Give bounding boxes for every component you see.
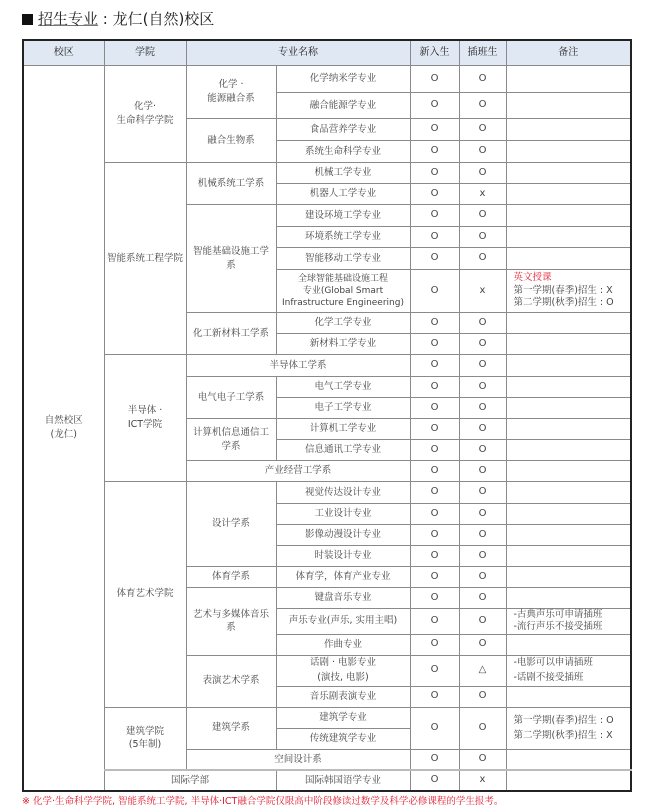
- major-cell: 机器人工学专业: [276, 184, 410, 205]
- table-header-row: [23, 40, 631, 66]
- transfer-mark: O: [459, 248, 506, 270]
- header-remarks: 备注: [506, 40, 631, 66]
- transfer-mark: O: [459, 686, 506, 707]
- freshman-mark: O: [410, 313, 459, 334]
- freshman-mark: O: [410, 634, 459, 655]
- transfer-mark: O: [459, 504, 506, 525]
- remark-cell: [506, 119, 631, 141]
- freshman-mark: O: [410, 749, 459, 770]
- remark-highlight: 英文授课: [513, 271, 552, 283]
- freshman-mark: O: [410, 655, 459, 686]
- transfer-mark: O: [459, 141, 506, 163]
- freshman-mark: O: [410, 398, 459, 419]
- transfer-mark: O: [459, 440, 506, 461]
- major-name-line1: 全球智能基础设施工程: [297, 273, 388, 284]
- major-name-line2: (演技, 电影): [317, 671, 369, 683]
- transfer-mark: O: [459, 567, 506, 588]
- remark-cell: [506, 749, 631, 770]
- freshman-mark: O: [410, 248, 459, 270]
- department-cell: 计算机信息通信工学系: [186, 419, 276, 461]
- table-row: [23, 482, 631, 504]
- college-name: 半导体 ·: [127, 405, 163, 417]
- transfer-mark: O: [459, 205, 506, 227]
- freshman-mark: O: [410, 461, 459, 482]
- remark-cell: [506, 770, 631, 791]
- department-cell: 半导体工学系: [186, 355, 410, 377]
- table-row: [23, 355, 631, 377]
- freshman-mark: O: [410, 355, 459, 377]
- remark-line1: -电影可以申请插班: [513, 657, 593, 669]
- department-cell: [186, 66, 276, 119]
- header-campus: 校区: [23, 40, 104, 66]
- department-cell: 空间设计系: [186, 749, 410, 770]
- square-bullet-icon: [22, 14, 33, 25]
- transfer-mark: O: [459, 377, 506, 398]
- remark-cell: [506, 205, 631, 227]
- department-cell: 智能基础设施工学系: [186, 205, 276, 313]
- remark-cell: [506, 707, 631, 749]
- major-cell: 智能移动工学专业: [276, 248, 410, 270]
- college-name: 化学·: [133, 101, 157, 113]
- freshman-mark: O: [410, 525, 459, 546]
- major-cell: 化学纳米学专业: [276, 66, 410, 93]
- college-cell: [104, 707, 186, 770]
- major-cell: 建筑学专业: [276, 707, 410, 728]
- transfer-mark: O: [459, 461, 506, 482]
- freshman-mark: O: [410, 567, 459, 588]
- remark-cell: [506, 482, 631, 504]
- freshman-mark: O: [410, 504, 459, 525]
- transfer-mark: O: [459, 707, 506, 749]
- major-cell: 计算机工学专业: [276, 419, 410, 440]
- header-transfer: 插班生: [459, 40, 506, 66]
- remark-cell: [506, 270, 631, 313]
- department-cell: 产业经营工学系: [186, 461, 410, 482]
- table-row: [23, 770, 631, 791]
- department-cell: 建筑学系: [186, 707, 276, 749]
- major-cell: 工业设计专业: [276, 504, 410, 525]
- major-cell: 音乐剧表演专业: [276, 686, 410, 707]
- table-row: [23, 707, 631, 728]
- college-cell: [104, 355, 186, 482]
- freshman-mark: O: [410, 686, 459, 707]
- transfer-mark: O: [459, 119, 506, 141]
- remark-cell: [506, 334, 631, 355]
- transfer-mark: O: [459, 525, 506, 546]
- header-freshman: 新入生: [410, 40, 459, 66]
- remark-cell: [506, 248, 631, 270]
- transfer-mark: O: [459, 313, 506, 334]
- major-cell: 体育学，体育产业专业: [276, 567, 410, 588]
- remark-line2: 第二学期(秋季)招生 : O: [513, 297, 614, 309]
- department-cell: 设计学系: [186, 482, 276, 567]
- major-cell: 融合能源学专业: [276, 93, 410, 119]
- remark-cell: [506, 93, 631, 119]
- freshman-mark: O: [410, 707, 459, 749]
- remark-cell: [506, 440, 631, 461]
- major-cell: 食品营养学专业: [276, 119, 410, 141]
- remark-cell: [506, 504, 631, 525]
- transfer-mark: O: [459, 334, 506, 355]
- college-cell: 体育艺术学院: [104, 482, 186, 708]
- header-college: 学院: [104, 40, 186, 66]
- department-cell: 表演艺术学系: [186, 655, 276, 707]
- remark-cell: [506, 227, 631, 248]
- major-cell: 建设环境工学专业: [276, 205, 410, 227]
- college-cell: 国际学部: [104, 770, 276, 791]
- major-cell: [276, 270, 410, 313]
- college-name-line2: ICT学院: [127, 419, 163, 430]
- freshman-mark: O: [410, 227, 459, 248]
- college-name-line2: (5年制): [128, 739, 162, 751]
- freshman-mark: O: [410, 119, 459, 141]
- major-cell: 影像动漫设计专业: [276, 525, 410, 546]
- remark-cell: [506, 313, 631, 334]
- remark-line1: 第一学期(春季)招生 : X: [513, 284, 613, 296]
- remark-line2: -话剧不接受插班: [513, 671, 584, 683]
- major-cell: 环境系统工学专业: [276, 227, 410, 248]
- major-cell: 视觉传达设计专业: [276, 482, 410, 504]
- major-cell: 键盘音乐专业: [276, 588, 410, 609]
- remark-cell: [506, 66, 631, 93]
- major-name-line3: Infrastructure Engineering): [282, 298, 404, 309]
- transfer-mark: O: [459, 634, 506, 655]
- freshman-mark: O: [410, 141, 459, 163]
- table-row: [23, 66, 631, 93]
- remark-cell: [506, 419, 631, 440]
- department-cell: 融合生物系: [186, 119, 276, 163]
- freshman-mark: O: [410, 163, 459, 184]
- department-cell: 体育学系: [186, 567, 276, 588]
- transfer-mark: O: [459, 419, 506, 440]
- remark-line1: 第一学期(春季)招生 : O: [513, 715, 614, 726]
- transfer-mark: O: [459, 227, 506, 248]
- transfer-mark: x: [459, 770, 506, 791]
- freshman-mark: O: [410, 440, 459, 461]
- department-cell: 化工新材料工学系: [186, 313, 276, 355]
- freshman-mark: O: [410, 588, 459, 609]
- major-name-line2: 专业(Global Smart: [302, 285, 384, 296]
- remark-line2: -流行声乐不接受插班: [513, 621, 603, 633]
- freshman-mark: O: [410, 334, 459, 355]
- major-cell: [276, 655, 410, 686]
- remark-cell: [506, 355, 631, 377]
- major-cell: 传统建筑学专业: [276, 728, 410, 749]
- remark-cell: [506, 655, 631, 686]
- header-major-name: 专业名称: [186, 40, 410, 66]
- freshman-mark: O: [410, 66, 459, 93]
- title-prefix: 招生专业: [38, 10, 99, 28]
- title-suffix: : 龙仁(自然)校区: [98, 10, 215, 28]
- remark-cell: [506, 141, 631, 163]
- remark-cell: [506, 609, 631, 635]
- page-title: [22, 8, 214, 29]
- remark-cell: [506, 377, 631, 398]
- college-name: 建筑学院: [125, 725, 164, 737]
- college-cell: 智能系统工程学院: [104, 163, 186, 355]
- remark-cell: [506, 634, 631, 655]
- remark-cell: [506, 588, 631, 609]
- freshman-mark: O: [410, 546, 459, 567]
- freshman-mark: O: [410, 770, 459, 791]
- remark-cell: [506, 525, 631, 546]
- transfer-mark: O: [459, 93, 506, 119]
- major-name-line1: 话剧 · 电影专业: [309, 657, 377, 669]
- major-cell: 声乐专业(声乐, 实用主唱): [276, 609, 410, 635]
- major-cell: 新材料工学专业: [276, 334, 410, 355]
- campus-name: 自然校区: [44, 415, 83, 427]
- major-cell: 作曲专业: [276, 634, 410, 655]
- major-cell: 时装设计专业: [276, 546, 410, 567]
- transfer-mark: O: [459, 546, 506, 567]
- department-cell: 机械系统工学系: [186, 163, 276, 205]
- department-name-line2: 能源融合系: [207, 93, 255, 104]
- campus-location: (龙仁): [50, 429, 77, 441]
- department-name: 化学 ·: [218, 79, 244, 91]
- transfer-mark: O: [459, 609, 506, 635]
- transfer-mark: x: [459, 270, 506, 313]
- transfer-mark: O: [459, 588, 506, 609]
- major-cell: 电子工学专业: [276, 398, 410, 419]
- major-cell: 系统生命科学专业: [276, 141, 410, 163]
- remark-cell: [506, 184, 631, 205]
- major-cell: 机械工学专业: [276, 163, 410, 184]
- college-cell: [104, 66, 186, 163]
- transfer-mark: O: [459, 749, 506, 770]
- transfer-mark: △: [459, 655, 506, 686]
- college-name-line2: 生命科学学院: [116, 115, 174, 126]
- transfer-mark: O: [459, 66, 506, 93]
- campus-cell: [23, 66, 104, 792]
- remark-line2: 第二学期(秋季)招生 : X: [513, 730, 613, 742]
- department-cell: 艺术与多媒体音乐系: [186, 588, 276, 656]
- freshman-mark: O: [410, 184, 459, 205]
- remark-cell: [506, 546, 631, 567]
- remark-cell: [506, 163, 631, 184]
- remark-cell: [506, 461, 631, 482]
- freshman-mark: O: [410, 270, 459, 313]
- freshman-mark: O: [410, 93, 459, 119]
- transfer-mark: O: [459, 398, 506, 419]
- freshman-mark: O: [410, 377, 459, 398]
- major-cell: 信息通讯工学专业: [276, 440, 410, 461]
- footnote: ※ 化学·生命科学学院, 智能系统工学院, 半导体·ICT融合学院仅限高中阶段修读过数学及科学必修课程的学生报考。: [22, 796, 504, 807]
- remark-cell: [506, 567, 631, 588]
- admissions-table: [22, 39, 632, 792]
- freshman-mark: O: [410, 205, 459, 227]
- remark-cell: [506, 686, 631, 707]
- freshman-mark: O: [410, 609, 459, 635]
- department-cell: 电气电子工学系: [186, 377, 276, 419]
- major-cell: 化学工学专业: [276, 313, 410, 334]
- freshman-mark: O: [410, 419, 459, 440]
- transfer-mark: x: [459, 184, 506, 205]
- major-cell: 国际韩国语学专业: [276, 770, 410, 791]
- freshman-mark: O: [410, 482, 459, 504]
- table-row: [23, 163, 631, 184]
- transfer-mark: O: [459, 163, 506, 184]
- remark-line1: -古典声乐可申请插班: [513, 609, 603, 620]
- major-cell: 电气工学专业: [276, 377, 410, 398]
- transfer-mark: O: [459, 482, 506, 504]
- remark-cell: [506, 398, 631, 419]
- transfer-mark: O: [459, 355, 506, 377]
